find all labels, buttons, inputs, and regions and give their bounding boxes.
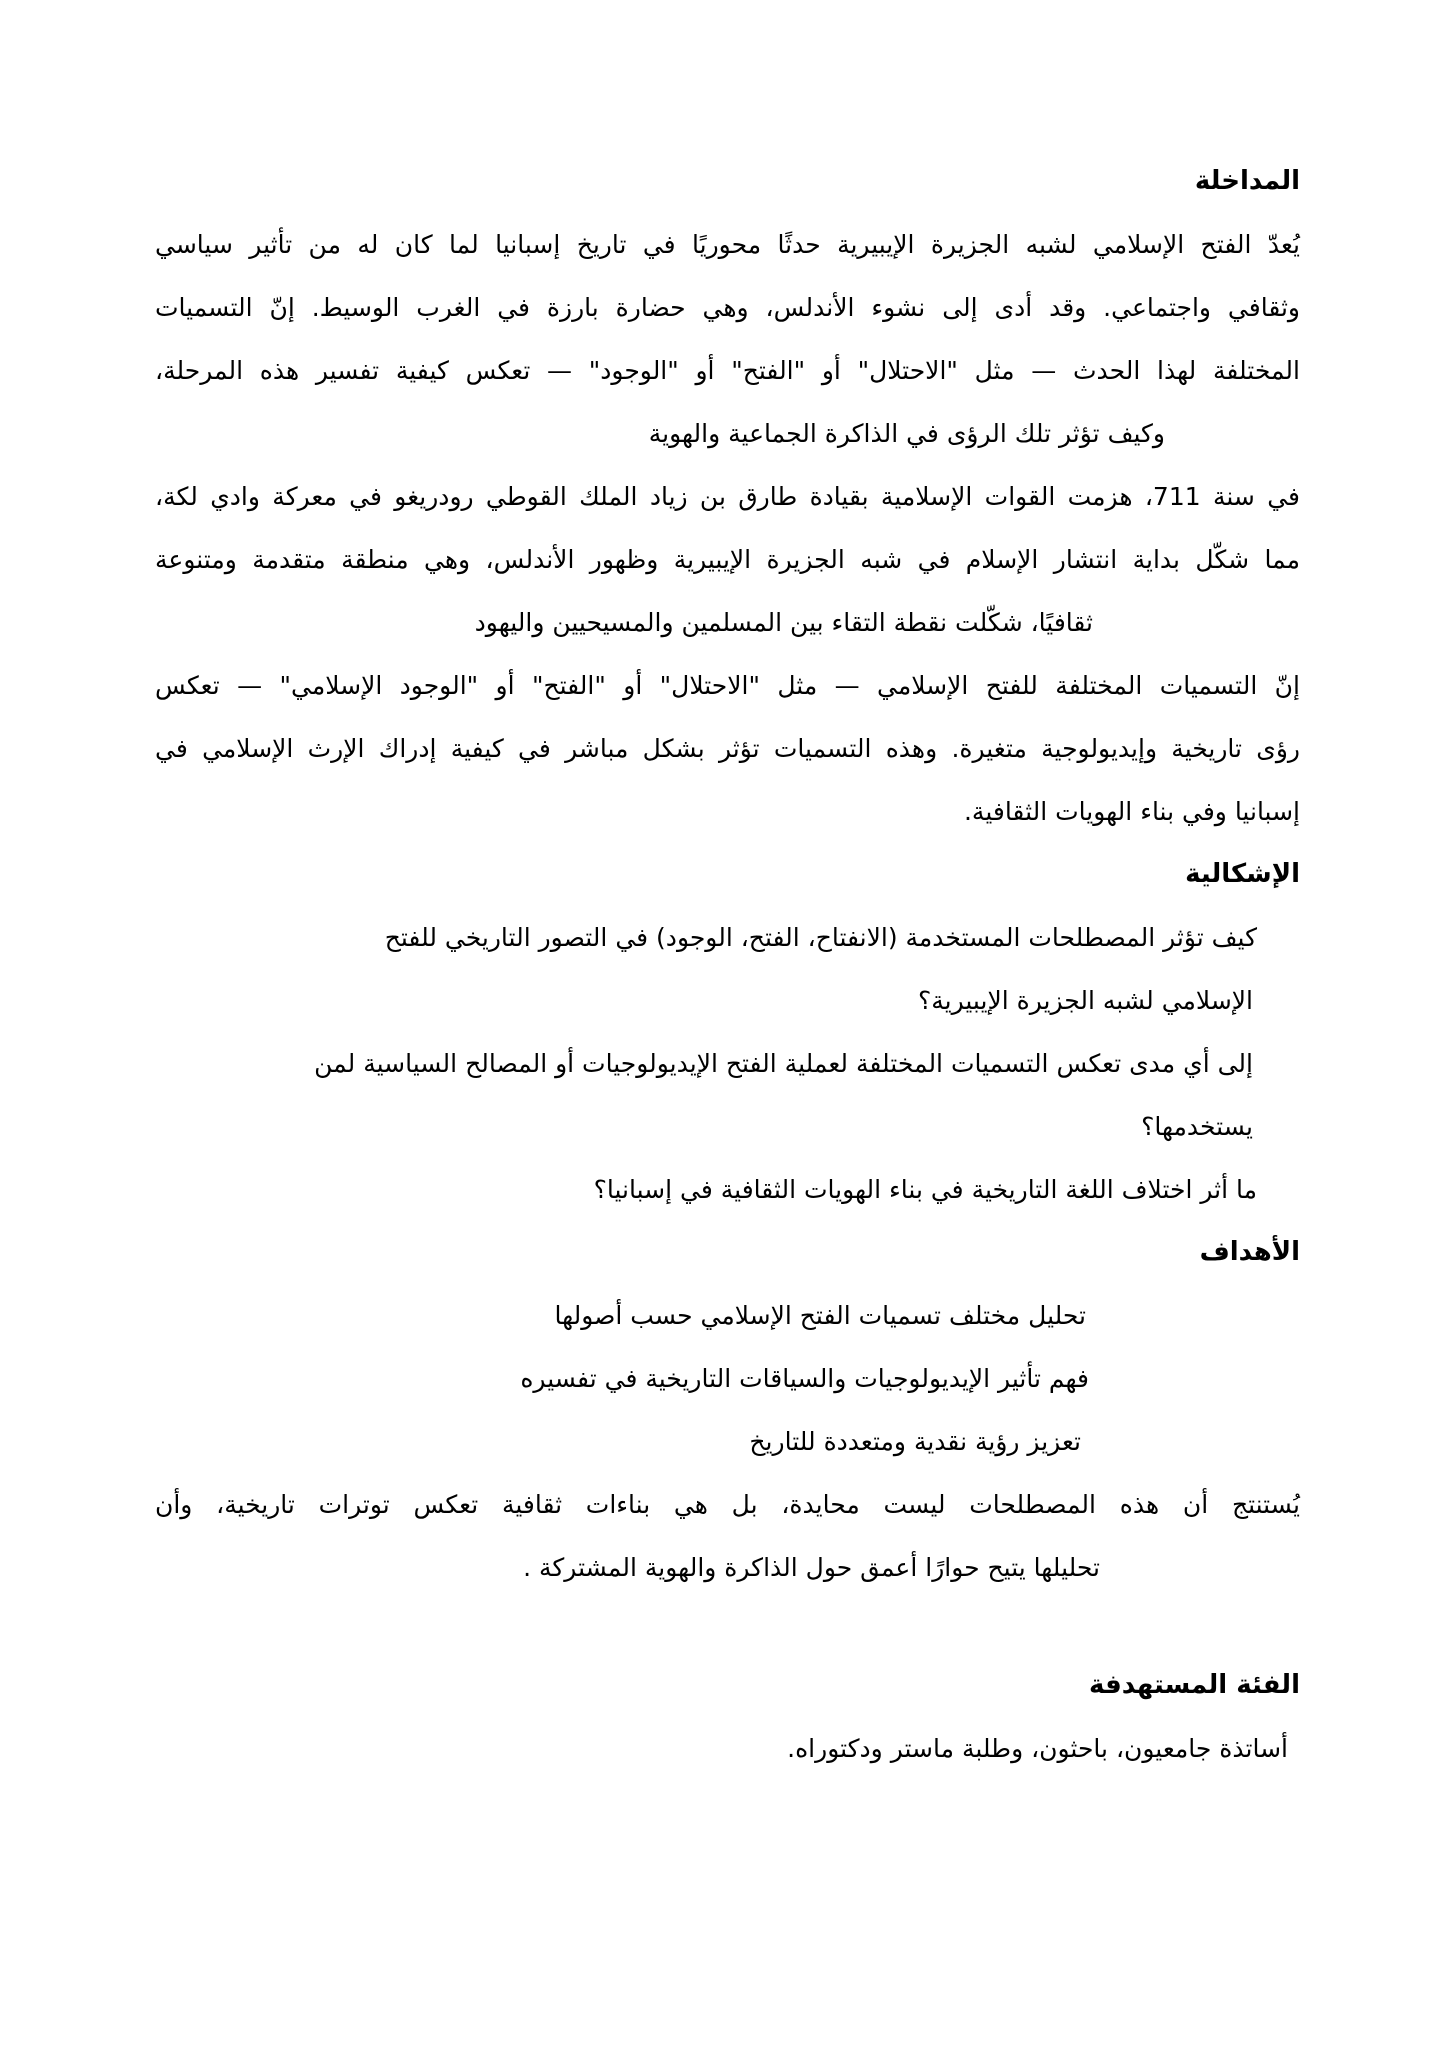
paragraph-line: إنّ التسميات المختلفة للفتح الإسلامي — مثل "الاحتلال" أو "الفتح" أو "الوجود الإسلامي" — تعكس (155, 671, 1300, 700)
paragraph-line: في سنة 711، هزمت القوات الإسلامية بقيادة طارق بن زياد الملك القوطي رودريغو في معركة وادي لكة، (155, 482, 1300, 511)
heading-objectives: الأهداف (1199, 1237, 1300, 1267)
question-line: كيف تؤثر المصطلحات المستخدمة (الانفتاح، الفتح، الوجود) في التصور التاريخي للفتح (384, 923, 1257, 952)
objective-line: فهم تأثير الإيديولوجيات والسياقات التاريخية في تفسيره (520, 1364, 1089, 1393)
objective-line: تحليل مختلف تسميات الفتح الإسلامي حسب أصولها (554, 1301, 1086, 1330)
objective-line: يُستنتج أن هذه المصطلحات ليست محايدة، بل هي بناءات ثقافية تعكس توترات تاريخية، وأن (155, 1490, 1300, 1519)
paragraph-line: وثقافي واجتماعي. وقد أدى إلى نشوء الأندلس، وهي حضارة بارزة في الغرب الوسيط. إنّ التسميات (155, 293, 1300, 322)
question-line: ما أثر اختلاف اللغة التاريخية في بناء الهويات الثقافية في إسبانيا؟ (593, 1175, 1257, 1204)
heading-problem-statement: الإشكالية (1185, 859, 1300, 889)
question-line: يستخدمها؟ (1141, 1112, 1253, 1141)
objective-line: تحليلها يتيح حوارًا أعمق حول الذاكرة والهوية المشتركة . (523, 1553, 1100, 1582)
paragraph-line: رؤى تاريخية وإيديولوجية متغيرة. وهذه التسميات تؤثر بشكل مباشر في كيفية إدراك الإرث الإسلامي في (155, 734, 1300, 763)
objective-line: تعزيز رؤية نقدية ومتعددة للتاريخ (749, 1427, 1081, 1456)
paragraph-line: المختلفة لهذا الحدث — مثل "الاحتلال" أو "الفتح" أو "الوجود" — تعكس كيفية تفسير هذه المرحلة، (155, 356, 1300, 385)
paragraph-line: إسبانيا وفي بناء الهويات الثقافية. (963, 797, 1300, 826)
paragraph-line: أساتذة جامعيون، باحثون، وطلبة ماستر ودكتوراه. (787, 1734, 1288, 1763)
heading-target-audience: الفئة المستهدفة (1089, 1670, 1300, 1700)
question-line: الإسلامي لشبه الجزيرة الإيبيرية؟ (917, 986, 1253, 1015)
heading-introduction: المداخلة (1194, 166, 1300, 196)
paragraph-line: وكيف تؤثر تلك الرؤى في الذاكرة الجماعية والهوية (648, 419, 1165, 448)
paragraph-line: مما شكّل بداية انتشار الإسلام في شبه الجزيرة الإيبيرية وظهور الأندلس، وهي منطقة متقدمة ومتنوعة (155, 545, 1300, 574)
question-line: إلى أي مدى تعكس التسميات المختلفة لعملية الفتح الإيديولوجيات أو المصالح السياسية لمن (314, 1049, 1253, 1078)
paragraph-line: يُعدّ الفتح الإسلامي لشبه الجزيرة الإيبيرية حدثًا محوريًا في تاريخ إسبانيا لما كان له من تأثير سياسي (155, 230, 1300, 259)
paragraph-line: ثقافيًا، شكّلت نقطة التقاء بين المسلمين والمسيحيين واليهود (474, 608, 1093, 637)
